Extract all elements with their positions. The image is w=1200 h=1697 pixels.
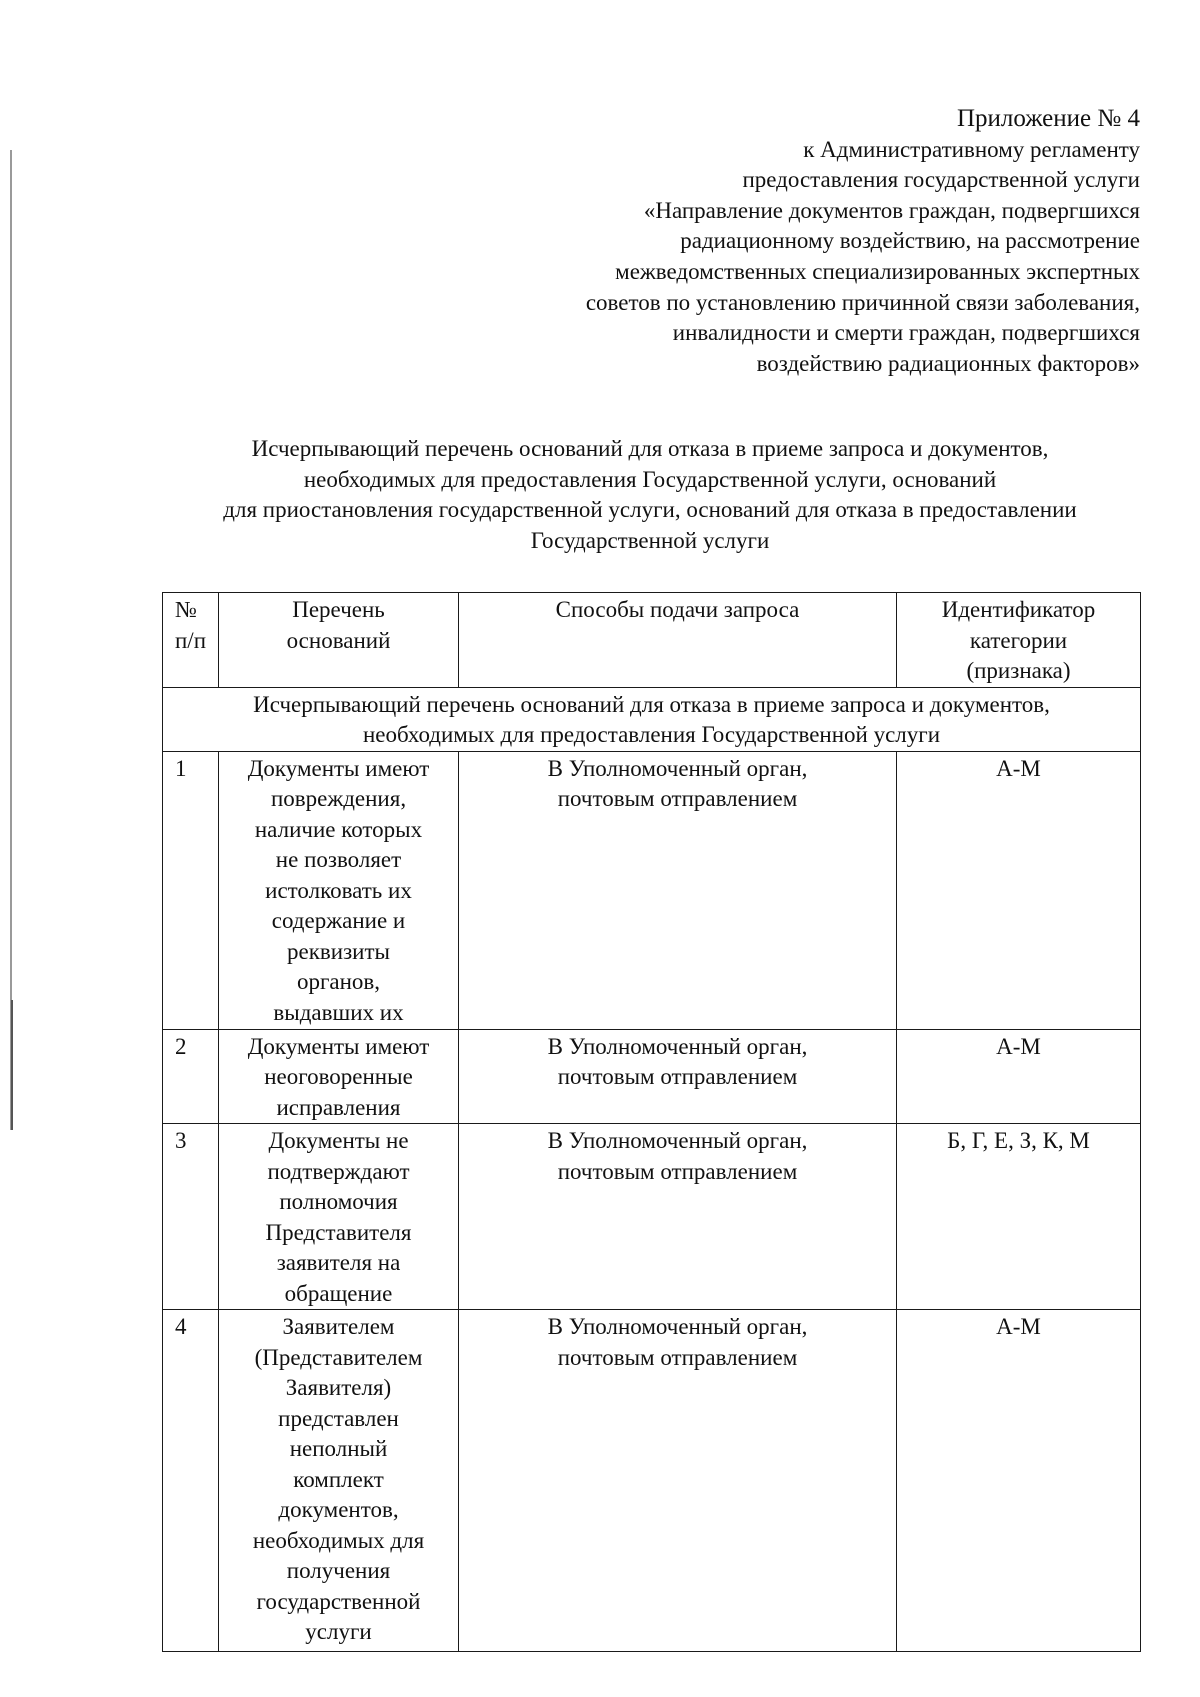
header-list	[219, 593, 459, 688]
scan-edge-mark	[11, 1000, 13, 1130]
row-grounds-line: не позволяет	[275, 847, 402, 872]
appendix-header	[440, 104, 1140, 379]
row-category-id: А-М	[897, 1310, 1141, 1652]
row-grounds-line: Представителя	[265, 1219, 412, 1245]
appendix-header-line: межведомственных специализированных экспертных	[615, 258, 1140, 284]
header-id-line: (признака)	[966, 658, 1071, 683]
document-title-line: необходимых для предоставления Государственной услуги, оснований	[303, 466, 997, 492]
row-ways-line: почтовым отправлением	[557, 1064, 798, 1089]
row-grounds-line: Заявителя)	[285, 1375, 392, 1400]
appendix-header-line: советов по установлению причинной связи заболевания,	[585, 289, 1140, 315]
header-num	[163, 593, 219, 688]
row-grounds-line: выдавших их	[273, 999, 404, 1025]
document-title	[150, 434, 1150, 556]
header-id	[897, 593, 1141, 688]
row-grounds-line: представлен	[278, 1405, 399, 1431]
appendix-number: Приложение № 4	[956, 105, 1140, 132]
row-grounds-line: Документы имеют	[247, 1033, 430, 1059]
section-heading-row	[163, 687, 1141, 751]
appendix-header-line: «Направление документов граждан, подвергшихся	[643, 197, 1140, 223]
section-heading-line: необходимых для предоставления Государственной услуги	[362, 722, 941, 747]
row-ways-line: В Уполномоченный орган,	[547, 1314, 808, 1339]
row-ways-line: В Уполномоченный орган,	[547, 1128, 808, 1153]
row-ways-line: В Уполномоченный орган,	[547, 755, 808, 781]
row-grounds	[219, 1310, 459, 1652]
row-ways	[459, 1029, 897, 1124]
row-num: 4	[163, 1310, 219, 1652]
row-grounds-line: неоговоренные	[264, 1064, 413, 1089]
row-grounds-line: наличие которых	[254, 816, 423, 842]
row-grounds-line: Документы имеют	[247, 755, 430, 781]
row-grounds-line: органов,	[296, 969, 381, 994]
appendix-header-line: инвалидности и смерти граждан, подвергшихся	[672, 320, 1140, 346]
row-grounds-line: заявителя на	[276, 1250, 401, 1275]
row-grounds	[219, 751, 459, 1029]
row-category-id: А-М	[897, 751, 1141, 1029]
row-grounds-line: повреждения,	[270, 786, 407, 811]
row-grounds-line: обращение	[284, 1280, 393, 1306]
appendix-header-line: радиационному воздействию, на рассмотрение	[680, 228, 1140, 254]
row-num: 1	[163, 751, 219, 1029]
row-ways	[459, 751, 897, 1029]
row-category-id: А-М	[897, 1029, 1141, 1124]
row-grounds-line: Документы не	[268, 1128, 409, 1153]
header-list-line: Перечень	[292, 597, 385, 622]
document-title-line: Исчерпывающий перечень оснований для отказа в приеме запроса и документов,	[251, 436, 1049, 461]
section-heading	[163, 687, 1141, 751]
header-num-line: п/п	[175, 627, 207, 653]
row-grounds	[219, 1029, 459, 1124]
row-grounds-line: полномочия	[279, 1189, 398, 1214]
header-list-line: оснований	[286, 627, 391, 653]
row-ways	[459, 1124, 897, 1310]
row-grounds-line: получения	[286, 1558, 391, 1583]
row-grounds-line: подтверждают	[267, 1158, 410, 1184]
scan-edge-mark	[10, 150, 12, 1130]
row-num: 3	[163, 1124, 219, 1310]
row-grounds-line: содержание и	[271, 908, 406, 933]
row-grounds-line: комплект	[293, 1466, 384, 1492]
document-title-line: Государственной услуги	[530, 527, 770, 553]
row-grounds-line: неполный	[289, 1436, 388, 1461]
table-row	[163, 1310, 1141, 1652]
row-grounds-line: документов,	[278, 1497, 399, 1522]
row-ways-line: почтовым отправлением	[557, 1344, 798, 1370]
table-row	[163, 1029, 1141, 1124]
row-grounds-line: реквизиты	[287, 938, 390, 964]
row-ways-line: почтовым отправлением	[557, 786, 798, 811]
row-grounds-line: необходимых для	[252, 1527, 425, 1553]
section-heading-line: Исчерпывающий перечень оснований для отказа в приеме запроса и документов,	[253, 691, 1050, 717]
table-row	[163, 1124, 1141, 1310]
row-grounds-line: (Представителем	[254, 1344, 423, 1370]
row-ways	[459, 1310, 897, 1652]
appendix-header-line: к Административному регламенту	[803, 136, 1140, 162]
row-ways-line: почтовым отправлением	[557, 1158, 798, 1184]
row-ways-line: В Уполномоченный орган,	[547, 1033, 808, 1059]
row-grounds-line: государственной	[256, 1588, 421, 1614]
row-num: 2	[163, 1029, 219, 1124]
appendix-header-line: воздействию радиационных факторов»	[756, 350, 1140, 376]
header-num-line: №	[175, 597, 197, 622]
table-header-row	[163, 593, 1141, 688]
row-grounds-line: исправления	[276, 1094, 401, 1120]
row-grounds	[219, 1124, 459, 1310]
row-category-id: Б, Г, Е, З, К, М	[897, 1124, 1141, 1310]
table-row	[163, 751, 1141, 1029]
header-id-line: Идентификатор	[941, 597, 1096, 622]
header-ways	[459, 593, 897, 688]
row-grounds-line: истолковать их	[265, 877, 412, 903]
header-id-line: категории	[969, 627, 1068, 653]
header-ways-line: Способы подачи запроса	[555, 597, 800, 622]
row-grounds-line: Заявителем	[282, 1314, 395, 1339]
grounds-table	[162, 592, 1141, 1652]
appendix-header-line: предоставления государственной услуги	[742, 167, 1140, 193]
document-title-line: для приостановления государственной услуги, оснований для отказа в предоставлении	[223, 497, 1077, 523]
row-grounds-line: услуги	[305, 1619, 372, 1644]
